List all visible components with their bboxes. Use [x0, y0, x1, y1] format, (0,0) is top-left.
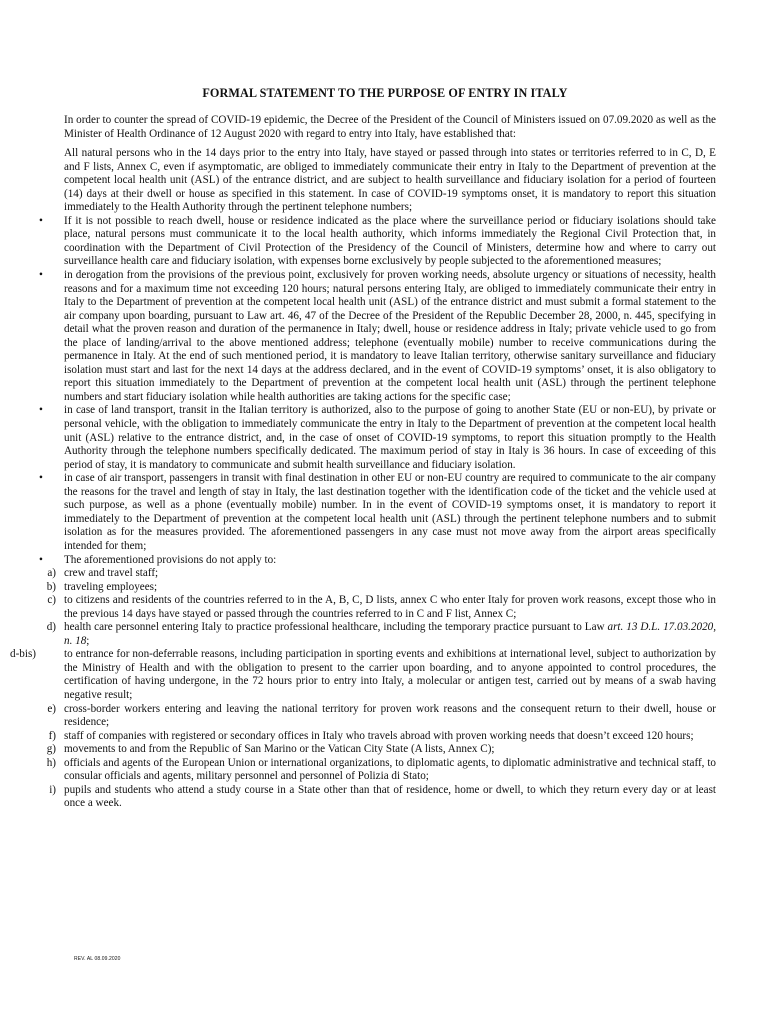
exception-marker: f) — [48, 729, 56, 742]
exception-marker: d-bis) — [10, 648, 36, 661]
exception-text: to citizens and residents of the countries referred to in the A, B, C, D lists, annex C who enter Italy for proven work reasons, except those who in the previous 14 days have stayed or passed through the countries referred to in C and F list, Annex C; — [64, 594, 716, 620]
exception-text: to entrance for non-deferrable reasons, including participation in sporting events and exhibitions at international level, subject to authorization by the Ministry of Health and with the obligation to present to the carrier upon boarding, and to anyone appointed to control procedures, the certification of having undergone, in the 72 hours prior to entry into Italy, a molecular or antigen test, carried out by means of a swab having negative result; — [64, 648, 716, 701]
exception-item-b — [46, 580, 716, 595]
exception-item-i — [49, 783, 716, 811]
exception-item-d-bis — [10, 648, 716, 702]
exception-item-h — [46, 756, 716, 784]
exception-text: health care personnel entering Italy to practice professional healthcare, including the temporary practice pursuant to Law — [64, 621, 608, 634]
bullet-text: The aforementioned provisions do not apply to: — [64, 553, 277, 566]
exception-marker: b) — [46, 580, 56, 593]
bullet-marker: • — [39, 472, 43, 485]
exception-text: movements to and from the Republic of San Marino or the Vatican City State (A lists, Annex C); — [64, 743, 495, 756]
paragraph-entry-obligation: All natural persons who in the 14 days prior to the entry into Italy, have stayed or passed through into states or territories referred to in C, D, E and F lists, Annex C, even if asymptomatic, are obliged to immediately communicate their entry in Italy to the Department of prevention at the competent local health unit (ASL) of the entrance district, and are subject to health surveillance and fiduciary isolation for a period of fourteen (14) days at their dwell or house as specified in this statement. In case of COVID-19 symptoms onset, it is mandatory to report this situation immediately to the Health Authority through the pertinent telephone numbers; — [64, 147, 716, 214]
exception-text: staff of companies with registered or secondary offices in Italy who travels abroad with proven working needs that doesn’t exceed 120 hours; — [64, 729, 694, 742]
bullet-text: If it is not possible to reach dwell, house or residence indicated as the place where the surveillance period or fiduciary isolations should take place, natural persons must communicate it to the local health authority, which informs immediately the Regional Civil Protection that, in coordination with the Department of Civil Protection of the Presidency of the Council of Ministers, determine how and where to carry out surveillance health care and fiduciary isolation, with expenses borne exclusively by people subjected to the aforementioned measures; — [64, 214, 716, 268]
bullet-item — [39, 472, 716, 553]
exception-marker: h) — [46, 756, 56, 769]
exception-item-g — [46, 743, 716, 757]
bullet-item — [39, 214, 716, 269]
intro-paragraph: In order to counter the spread of COVID-19 epidemic, the Decree of the President of the Council of Ministers issued on 07.09.2020 as well as the Minister of Health Ordinance of 12 August 2020 with regard to entry into Italy, have established that: — [64, 114, 716, 140]
document-body — [10, 114, 716, 811]
law-reference: art. 13 D.L. 17.03.2020, n. 18 — [64, 621, 716, 647]
bullet-marker: • — [39, 404, 43, 417]
exception-marker: e) — [47, 702, 56, 715]
exception-text-end: ; — [86, 634, 90, 647]
exception-marker: a) — [47, 567, 56, 580]
bullet-text: in derogation from the provisions of the previous point, exclusively for proven working needs, absolute urgency or situations of necessity, health reasons and for a maximum time not exceeding 120 hours; natural persons entering Italy, are obliged to immediately communicate their entry in Italy to the Department of prevention at the competent local health unit (ASL) of the entrance district and must submit a formal statement to the air company upon boarding, pursuant to Law art. 46, 47 of the Decree of the President of the Republic December 28, 2000, n. 445, specifying in detail what the proven reason and duration of the permanence in Italy; dwell, house or residence address in Italy; private vehicle used to go from the place of landing/arrival to the above mentioned address; telephone (eventually mobile) number to receive communications during the permanence in Italy. At the end of such mentioned period, it is mandatory to leave Italian territory, otherwise sanitary surveillance and fiduciary isolation must start and last for the next 14 days at the address declared, and in the event of COVID-19 symptoms’ onset, it is also obligatory to report this situation immediately to the Department of prevention at the competent local health unit (ASL) through the pertinent telephone numbers and start fiduciary isolation while health authorities are taking actions for the specific case; — [64, 269, 716, 403]
revision-footer: REV. AL 08.09.2020 — [74, 956, 121, 962]
exception-marker: c) — [47, 594, 56, 607]
exception-text: crew and travel staff; — [64, 567, 159, 580]
exception-marker: g) — [46, 743, 56, 756]
exception-text: traveling employees; — [64, 580, 158, 593]
exception-item-d — [46, 621, 716, 648]
document-title: FORMAL STATEMENT TO THE PURPOSE OF ENTRY IN ITALY — [202, 86, 568, 100]
exception-item-c — [47, 594, 716, 621]
exception-item-a — [47, 567, 716, 581]
bullet-item — [39, 269, 716, 404]
exception-text: pupils and students who attend a study course in a State other than that of residence, home or dwell, to which they return every day or at least once a week. — [64, 783, 716, 810]
exception-text: cross-border workers entering and leaving the national territory for proven work reasons and the consequent return to their dwell, house or residence; — [64, 702, 716, 729]
exception-text: officials and agents of the European Union or international organizations, to diplomatic agents, to diplomatic administrative and technical staff, to consular officials and agents, military personnel and personnel of Polizia di Stato; — [64, 756, 716, 783]
bullet-marker: • — [39, 269, 43, 282]
exception-marker: i) — [49, 783, 56, 796]
exception-item-e — [47, 702, 716, 730]
bullet-item — [39, 553, 716, 568]
bullet-marker: • — [39, 214, 43, 227]
exception-marker: d) — [46, 621, 56, 634]
bullet-item — [39, 404, 716, 472]
exception-item-f — [48, 729, 716, 744]
bullet-text: in case of land transport, transit in the Italian territory is authorized, also to the purpose of going to another State (EU or non-EU), by private or personal vehicle, with the obligation to immediately communicate the entry in Italy to the Department of prevention at the competent local health unit (ASL) relative to the entrance district, and, in the case of onset of COVID-19 symptoms, to report this situation promptly to the Health Authority through the telephone numbers specifically dedicated. The maximum period of stay in Italy is 36 hours. In case of exceeding of this period of stay, it is mandatory to communicate and submit health surveillance and fiduciary isolation. — [64, 404, 716, 471]
bullet-marker: • — [39, 553, 43, 566]
bullet-text: in case of air transport, passengers in transit with final destination in other EU or non-EU country are required to communicate to the air company the reasons for the travel and length of stay in Italy, the last destination together with the identification code of the ticket and the vehicle used at such purpose, as well as a phone (eventually mobile) number. In in the event of COVID-19 symptoms onset, it is mandatory to report it immediately to the Department of prevention at the competent local health unit (ASL) through the pertinent telephone numbers and to submit isolation as for the measures provided. The aforementioned passengers in any case must not move away from the airport areas specifically intended for them; — [64, 472, 716, 552]
